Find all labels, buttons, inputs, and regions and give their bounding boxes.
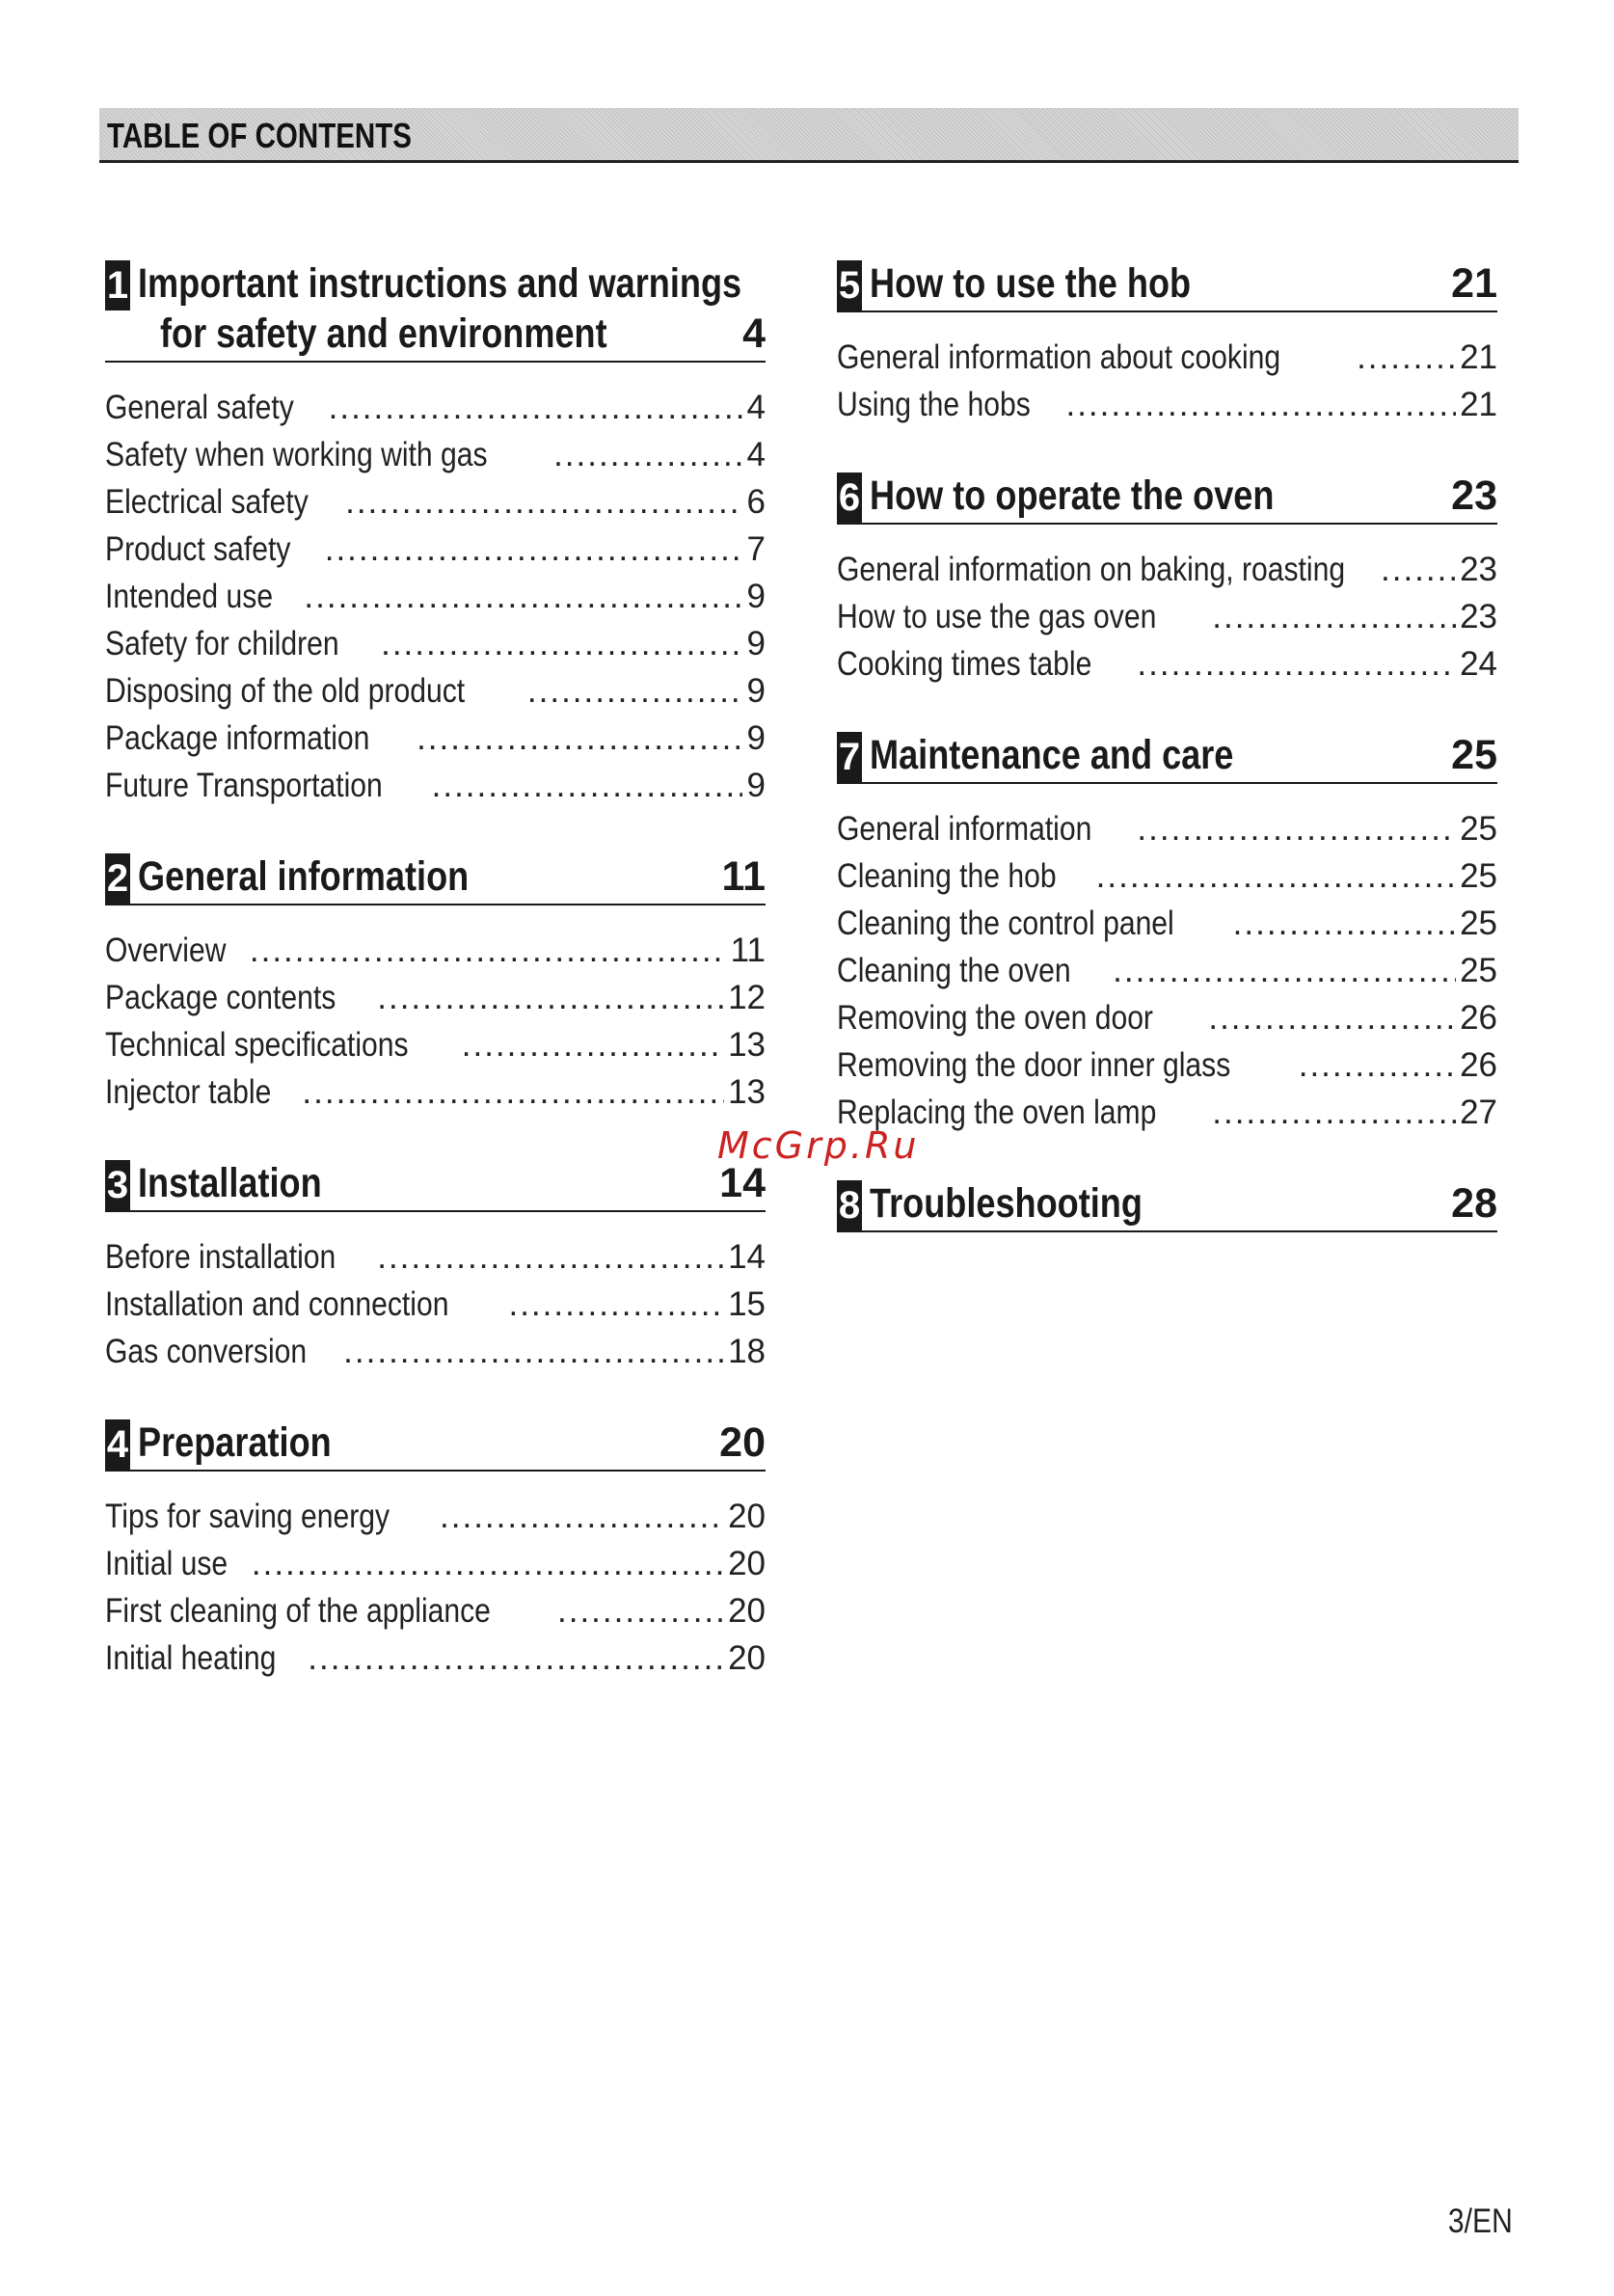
- dot-leader: [1096, 852, 1456, 900]
- entry-page-number: 4: [746, 389, 766, 426]
- toc-section-8: [837, 1178, 1497, 1232]
- toc-entry[interactable]: [105, 620, 766, 667]
- section-heading[interactable]: [837, 730, 1497, 784]
- toc-entry[interactable]: [105, 974, 766, 1021]
- toc-section-7: [837, 730, 1497, 1136]
- entry-page-number: 27: [1460, 1094, 1497, 1131]
- toc-entry[interactable]: [837, 546, 1497, 593]
- toc-entry[interactable]: [837, 994, 1497, 1041]
- section-title: How to operate the oven: [870, 473, 1275, 519]
- entry-page-number: 7: [746, 530, 766, 568]
- section-page-number: 14: [719, 1160, 766, 1206]
- toc-section-1: [105, 258, 766, 809]
- entry-page-number: 26: [1460, 999, 1497, 1037]
- entry-page-number: 25: [1460, 857, 1497, 895]
- dot-leader: [377, 1233, 724, 1281]
- entry-page-number: 15: [728, 1285, 766, 1323]
- section-title: Important instructions and warnings: [138, 260, 742, 307]
- dot-leader: [1065, 381, 1456, 428]
- section-page-number: 28: [1451, 1180, 1497, 1227]
- entry-page-number: 21: [1460, 338, 1497, 376]
- dot-leader: [553, 431, 742, 478]
- entry-title: Cleaning the control panel: [837, 905, 1174, 942]
- entry-page-number: 9: [746, 767, 766, 804]
- entry-title: Injector table: [105, 1073, 272, 1111]
- toc-entry[interactable]: [837, 381, 1497, 428]
- entry-page-number: 11: [730, 932, 766, 969]
- entry-title: Cooking times table: [837, 645, 1092, 683]
- section-title: Troubleshooting: [870, 1180, 1143, 1227]
- dot-leader: [329, 384, 742, 431]
- entry-page-number: 18: [728, 1333, 766, 1370]
- entry-title: Replacing the oven lamp: [837, 1094, 1157, 1131]
- toc-left-column: [105, 258, 766, 1724]
- section-title: Maintenance and care: [870, 732, 1234, 778]
- dot-leader: [557, 1587, 724, 1634]
- entry-page-number: 13: [728, 1026, 766, 1064]
- section-heading[interactable]: [105, 851, 766, 905]
- entry-title: General information on baking, roasting: [837, 551, 1346, 588]
- toc-entry[interactable]: [105, 762, 766, 809]
- section-title-continued: for safety and environment: [160, 311, 607, 357]
- toc-entry[interactable]: [837, 1089, 1497, 1136]
- entry-page-number: 14: [728, 1238, 766, 1276]
- dot-leader: [304, 573, 742, 620]
- dot-leader: [417, 715, 742, 762]
- toc-entry[interactable]: [837, 640, 1497, 688]
- toc-entry[interactable]: [837, 900, 1497, 947]
- dot-leader: [462, 1021, 724, 1068]
- entry-page-number: 26: [1460, 1046, 1497, 1084]
- entry-title: Intended use: [105, 578, 274, 615]
- toc-entry[interactable]: [105, 667, 766, 715]
- toc-entry[interactable]: [837, 334, 1497, 381]
- entry-title: Installation and connection: [105, 1285, 449, 1323]
- dot-leader: [381, 620, 742, 667]
- section-page-number: 21: [1451, 260, 1497, 307]
- entry-page-number: 9: [746, 578, 766, 615]
- entry-title: Package contents: [105, 979, 336, 1016]
- dot-leader: [1212, 593, 1456, 640]
- entry-title: Tips for saving energy: [105, 1498, 390, 1535]
- entry-title: Cleaning the hob: [837, 857, 1057, 895]
- toc-entry[interactable]: [105, 1493, 766, 1540]
- section-number-badge: 7: [837, 732, 862, 782]
- entry-page-number: 9: [746, 719, 766, 757]
- header-bar: [99, 108, 1519, 163]
- toc-entry[interactable]: [105, 1068, 766, 1116]
- section-number-badge: 2: [105, 853, 130, 904]
- entry-title: Using the hobs: [837, 386, 1031, 423]
- dot-leader: [527, 667, 742, 715]
- toc-entry[interactable]: [105, 1281, 766, 1328]
- dot-leader: [432, 762, 742, 809]
- toc-entry[interactable]: [105, 431, 766, 478]
- toc-entry[interactable]: [105, 1021, 766, 1068]
- entry-page-number: 12: [728, 979, 766, 1016]
- dot-leader: [252, 1540, 724, 1587]
- entry-page-number: 20: [728, 1498, 766, 1535]
- section-number-badge: 3: [105, 1160, 130, 1210]
- footer-page-number: 3/EN: [1448, 2202, 1513, 2240]
- entry-page-number: 4: [746, 436, 766, 473]
- toc-entry[interactable]: [837, 593, 1497, 640]
- dot-leader: [302, 1068, 724, 1116]
- section-title: Preparation: [138, 1419, 332, 1466]
- toc-entry[interactable]: [105, 1233, 766, 1281]
- entry-title: How to use the gas oven: [837, 598, 1157, 635]
- section-number-badge: 5: [837, 260, 862, 311]
- section-title: Installation: [138, 1160, 322, 1206]
- entry-page-number: 24: [1460, 645, 1497, 683]
- entry-title: Safety when working with gas: [105, 436, 488, 473]
- page-title: TABLE OF CONTENTS: [107, 116, 412, 155]
- entry-page-number: 23: [1460, 551, 1497, 588]
- entry-title: Before installation: [105, 1238, 336, 1276]
- dot-leader: [508, 1281, 724, 1328]
- toc-entry[interactable]: [105, 927, 766, 974]
- dot-leader: [1137, 640, 1456, 688]
- toc-entry[interactable]: [837, 947, 1497, 994]
- dot-leader: [308, 1634, 724, 1682]
- section-number-badge: 8: [837, 1180, 862, 1230]
- dot-leader: [345, 478, 742, 526]
- entry-title: Future Transportation: [105, 767, 383, 804]
- section-number-badge: 1: [105, 260, 130, 311]
- entry-page-number: 25: [1460, 905, 1497, 942]
- entry-page-number: 25: [1460, 952, 1497, 989]
- dot-leader: [250, 927, 727, 974]
- toc-entry[interactable]: [837, 1041, 1497, 1089]
- toc-entry[interactable]: [105, 478, 766, 526]
- entry-page-number: 13: [728, 1073, 766, 1111]
- section-heading[interactable]: [105, 258, 766, 363]
- toc-entry[interactable]: [105, 384, 766, 431]
- entry-title: Safety for children: [105, 625, 339, 662]
- dot-leader: [440, 1493, 724, 1540]
- toc-right-column: [837, 258, 1497, 1275]
- entry-page-number: 21: [1460, 386, 1497, 423]
- section-heading[interactable]: [837, 258, 1497, 312]
- section-page-number: 11: [721, 853, 766, 900]
- entry-page-number: 20: [728, 1592, 766, 1630]
- entry-page-number: 20: [728, 1639, 766, 1677]
- toc-entry[interactable]: [837, 852, 1497, 900]
- entry-title: Package information: [105, 719, 370, 757]
- entry-page-number: 20: [728, 1545, 766, 1582]
- entry-title: Cleaning the oven: [837, 952, 1071, 989]
- watermark: McGrp.Ru: [717, 1124, 920, 1167]
- entry-title: First cleaning of the appliance: [105, 1592, 491, 1630]
- entry-title: General information: [837, 810, 1092, 848]
- toc-section-6: [837, 471, 1497, 688]
- dot-leader: [1212, 1089, 1456, 1136]
- dot-leader: [1113, 947, 1456, 994]
- entry-page-number: 6: [746, 483, 766, 521]
- entry-title: Product safety: [105, 530, 291, 568]
- entry-title: Removing the door inner glass: [837, 1046, 1231, 1084]
- section-heading[interactable]: [837, 1178, 1497, 1232]
- dot-leader: [377, 974, 724, 1021]
- entry-title: General information about cooking: [837, 338, 1281, 376]
- section-number-badge: 6: [837, 473, 862, 523]
- dot-leader: [1357, 334, 1456, 381]
- toc-entry[interactable]: [837, 805, 1497, 852]
- entry-title: General safety: [105, 389, 294, 426]
- dot-leader: [1233, 900, 1456, 947]
- dot-leader: [1381, 546, 1456, 593]
- section-heading[interactable]: [837, 471, 1497, 525]
- entry-page-number: 23: [1460, 598, 1497, 635]
- dot-leader: [325, 526, 742, 573]
- section-page-number: 23: [1451, 473, 1497, 519]
- section-page-number: 4: [742, 311, 766, 357]
- section-title: General information: [138, 853, 470, 900]
- dot-leader: [1137, 805, 1456, 852]
- dot-leader: [343, 1328, 724, 1375]
- toc-section-3: [105, 1158, 766, 1375]
- entry-title: Disposing of the old product: [105, 672, 466, 710]
- section-page-number: 25: [1451, 732, 1497, 778]
- dot-leader: [1208, 994, 1456, 1041]
- toc-entry[interactable]: [105, 526, 766, 573]
- section-page-number: 20: [719, 1419, 766, 1466]
- toc-section-5: [837, 258, 1497, 428]
- toc-entry[interactable]: [105, 715, 766, 762]
- entry-title: Removing the oven door: [837, 999, 1153, 1037]
- toc-entry[interactable]: [105, 573, 766, 620]
- dot-leader: [1299, 1041, 1456, 1089]
- toc-entry[interactable]: [105, 1328, 766, 1375]
- section-heading[interactable]: [105, 1418, 766, 1472]
- entry-page-number: 9: [746, 625, 766, 662]
- entry-page-number: 9: [746, 672, 766, 710]
- toc-entry[interactable]: [105, 1634, 766, 1682]
- toc-entry[interactable]: [105, 1587, 766, 1634]
- section-title: How to use the hob: [870, 260, 1192, 307]
- toc-section-2: [105, 851, 766, 1116]
- toc-entry[interactable]: [105, 1540, 766, 1587]
- entry-title: Initial heating: [105, 1639, 277, 1677]
- toc-section-4: [105, 1418, 766, 1682]
- entry-title: Gas conversion: [105, 1333, 308, 1370]
- entry-title: Initial use: [105, 1545, 229, 1582]
- entry-title: Overview: [105, 932, 227, 969]
- entry-page-number: 25: [1460, 810, 1497, 848]
- section-heading[interactable]: [105, 1158, 766, 1212]
- section-number-badge: 4: [105, 1419, 130, 1470]
- entry-title: Technical specifications: [105, 1026, 409, 1064]
- entry-title: Electrical safety: [105, 483, 309, 521]
